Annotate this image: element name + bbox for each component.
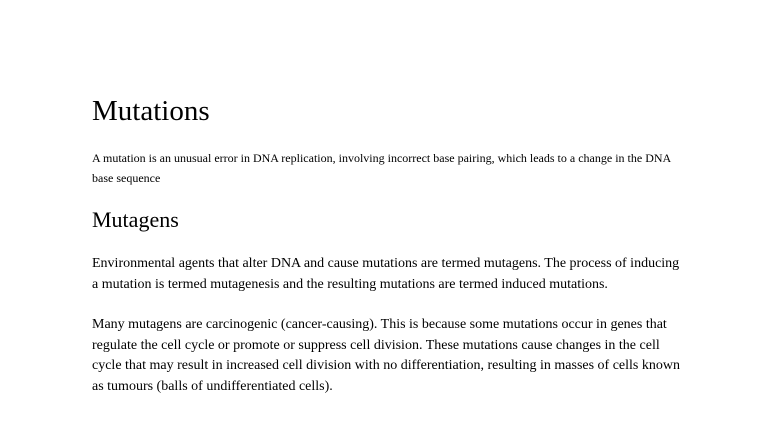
document-content <box>92 94 692 397</box>
carcinogens-paragraph: Many mutagens are carcinogenic (cancer-causing). This is because some mutations occur in genes that regulate the cell cycle or promote or suppress cell division. These mutations cause changes in the cell cycle that may result in increased cell division with no differentiation, resulting in masses of cells known as tumours (balls of undifferentiated cells). <box>92 317 680 394</box>
page-title: Mutations <box>92 95 210 127</box>
intro-paragraph: A mutation is an unusual error in DNA replication, involving incorrect base pairing, which leads to a change in the DNA base sequence <box>92 151 671 185</box>
mutagens-paragraph: Environmental agents that alter DNA and cause mutations are termed mutagens. The process of inducing a mutation is termed mutagenesis and the resulting mutations are termed induced mutations. <box>92 256 680 292</box>
section-heading: Mutagens <box>92 207 179 232</box>
